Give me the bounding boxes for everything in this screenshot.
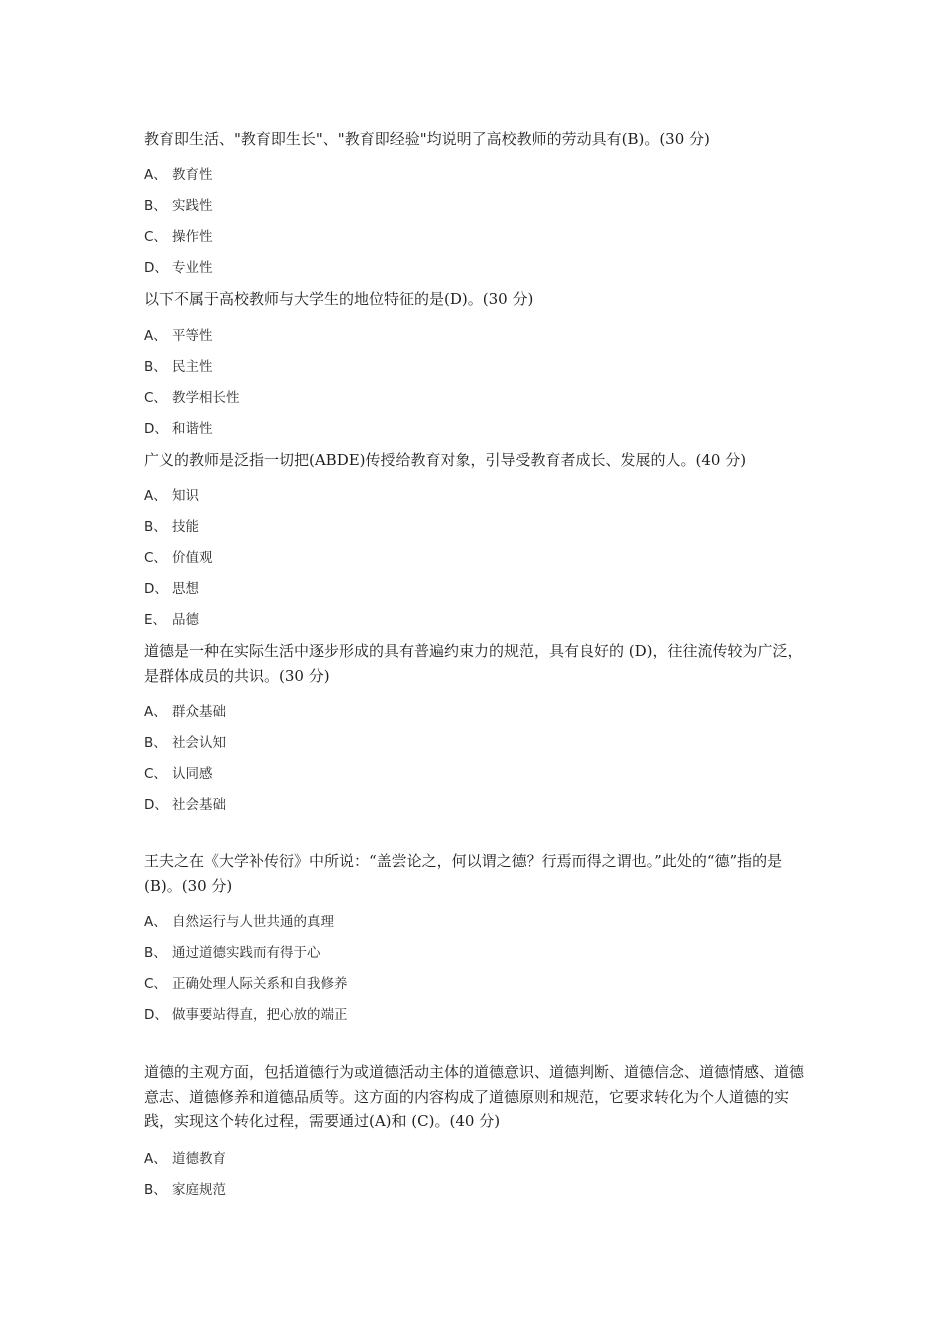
option-text: 品德 — [172, 612, 199, 628]
option-text: 家庭规范 — [172, 1182, 226, 1198]
option-text: 价值观 — [172, 550, 213, 566]
question-3-text: 广义的教师是泛指一切把(ABDE)传授给教育对象，引导受教育者成长、发展的人。(40 分) — [144, 451, 747, 469]
option-text: 道德教育 — [172, 1151, 226, 1167]
question-3-option-d — [144, 580, 199, 598]
question-4-option-c — [144, 765, 213, 783]
option-text: 专业性 — [172, 260, 213, 276]
question-5-text: 王夫之在《大学补传衍》中所说：“盖尝论之，何以谓之德？行焉而得之谓也。”此处的“德”指的是(B)。(30 分) — [144, 852, 783, 895]
option-letter: E、 — [144, 612, 167, 628]
option-letter: C、 — [144, 766, 167, 782]
option-text: 自然运行与人世共通的真理 — [172, 914, 334, 930]
option-letter: C、 — [144, 390, 167, 406]
option-text: 做事要站得直，把心放的端正 — [172, 1007, 348, 1023]
question-1-option-c — [144, 228, 213, 246]
option-text: 教育性 — [172, 167, 213, 183]
question-6-option-a — [144, 1150, 226, 1168]
option-text: 平等性 — [172, 328, 213, 344]
option-letter: B、 — [144, 519, 167, 535]
option-letter: D、 — [144, 421, 168, 437]
option-letter: A、 — [144, 1151, 167, 1167]
option-letter: B、 — [144, 359, 167, 375]
question-5-option-b — [144, 944, 321, 962]
question-3-option-c — [144, 549, 213, 567]
question-4-option-a — [144, 703, 226, 721]
question-6-option-b — [144, 1181, 226, 1199]
option-text: 认同感 — [172, 766, 213, 782]
question-3-option-e — [144, 611, 199, 629]
question-1-option-d — [144, 259, 213, 277]
question-3-option-a — [144, 487, 199, 505]
option-letter: D、 — [144, 1007, 168, 1023]
option-letter: B、 — [144, 1182, 167, 1198]
option-text: 民主性 — [172, 359, 213, 375]
question-5-option-a — [144, 913, 334, 931]
option-text: 知识 — [172, 488, 199, 504]
question-2-option-a — [144, 327, 213, 345]
option-letter: C、 — [144, 976, 167, 992]
option-letter: C、 — [144, 550, 167, 566]
option-text: 教学相长性 — [172, 390, 240, 406]
question-3-option-b — [144, 518, 199, 536]
option-letter: A、 — [144, 704, 167, 720]
option-text: 通过道德实践而有得于心 — [172, 945, 321, 961]
question-5-option-c — [144, 975, 348, 993]
option-letter: B、 — [144, 198, 167, 214]
option-text: 和谐性 — [172, 421, 213, 437]
question-1-option-a — [144, 166, 213, 184]
question-1-option-b — [144, 197, 213, 215]
question-1-text: 教育即生活、"教育即生长"、"教育即经验"均说明了高校教师的劳动具有(B)。(30 分) — [144, 130, 710, 148]
question-2-text: 以下不属于高校教师与大学生的地位特征的是(D)。(30 分) — [144, 290, 534, 308]
option-text: 实践性 — [172, 198, 213, 214]
option-text: 思想 — [172, 581, 199, 597]
option-text: 社会认知 — [172, 735, 226, 751]
option-text: 群众基础 — [172, 704, 226, 720]
option-letter: A、 — [144, 167, 167, 183]
option-letter: D、 — [144, 260, 168, 276]
question-4-text: 道德是一种在实际生活中逐步形成的具有普遍约束力的规范，具有良好的 (D)，往往流传较为广泛，是群体成员的共识。(30 分) — [144, 642, 803, 685]
question-2-option-b — [144, 358, 213, 376]
question-6-text: 道德的主观方面，包括道德行为或道德活动主体的道德意识、道德判断、道德信念、道德情感、道德意志、道德修养和道德品质等。这方面的内容构成了道德原则和规范，它要求转化为个人道德的实践，实现这个转化过程，需要通过(A)和 (C)。(40 分) — [144, 1063, 805, 1130]
option-letter: C、 — [144, 229, 167, 245]
option-text: 操作性 — [172, 229, 213, 245]
question-5-option-d — [144, 1006, 348, 1024]
question-4-option-d — [144, 796, 226, 814]
option-text: 技能 — [172, 519, 199, 535]
option-text: 正确处理人际关系和自我修养 — [172, 976, 348, 992]
option-letter: B、 — [144, 735, 167, 751]
option-letter: A、 — [144, 488, 167, 504]
option-letter: A、 — [144, 328, 167, 344]
option-letter: D、 — [144, 581, 168, 597]
option-letter: D、 — [144, 797, 168, 813]
question-2-option-d — [144, 420, 213, 438]
question-4-option-b — [144, 734, 226, 752]
question-2-option-c — [144, 389, 240, 407]
option-text: 社会基础 — [172, 797, 226, 813]
option-letter: A、 — [144, 914, 167, 930]
option-letter: B、 — [144, 945, 167, 961]
